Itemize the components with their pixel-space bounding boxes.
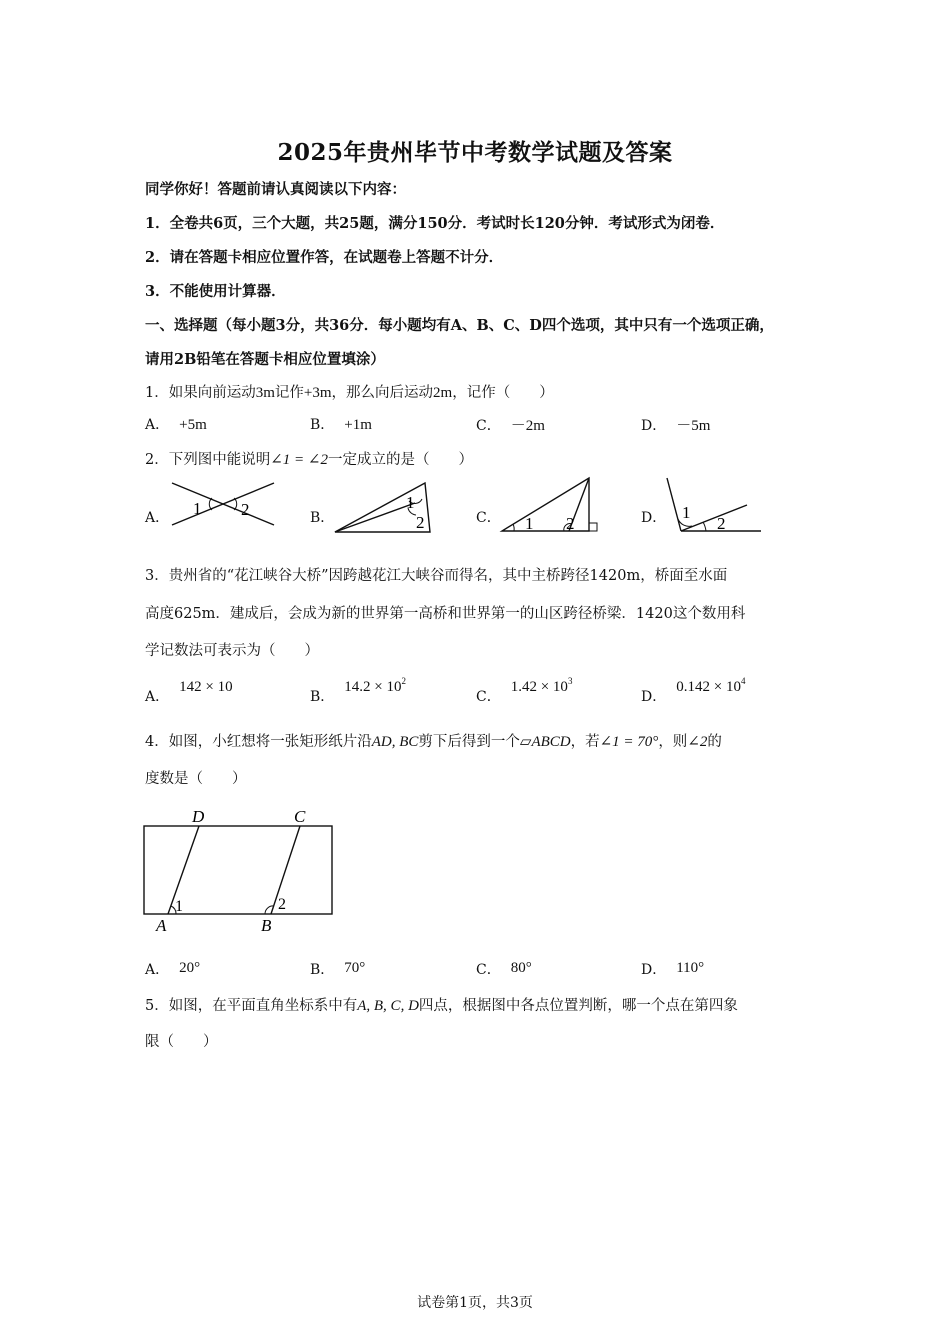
page-footer: 试卷第1页，共3页 bbox=[417, 1295, 533, 1311]
q2a-angle-2: 2 bbox=[241, 500, 250, 519]
q3-option-d: D．$0.142 \times 10^4$ bbox=[641, 676, 746, 705]
q4-option-d: D． 110° bbox=[641, 960, 705, 978]
q4-option-c: C． 80° bbox=[476, 960, 532, 978]
q2-stem: 2．下列图中能说明∠1 = ∠2一定成立的是（ ） bbox=[145, 452, 473, 468]
q3-option-b: B．$14.2 \times 10^2$ bbox=[310, 676, 407, 705]
q2b-angle-2: 2 bbox=[416, 513, 425, 532]
intro-note-2: 2．请在答题卡相应位置作答，在试题卷上答题不计分． bbox=[145, 249, 504, 266]
q4-stem-line-1: 4．如图，小红想将一张矩形纸片沿AD, BC剪下后得到一个▱ABCD，若∠1 = 70°，则∠2的 bbox=[145, 734, 722, 750]
q4-stem-line-2: 度数是（ ） bbox=[145, 771, 247, 787]
q1-option-b: B． +1m bbox=[310, 417, 372, 433]
section1-heading-line2: 请用2B铅笔在答题卡相应位置填涂） bbox=[145, 351, 385, 368]
section1-heading-line1: 一、选择题（每小题3分，共36分．每小题均有A、B、C、D四个选项，其中只有一个选项正确， bbox=[145, 317, 774, 334]
q2a-angle-1: 1 bbox=[193, 499, 202, 518]
intro-greeting: 同学你好！答题前请认真阅读以下内容： bbox=[145, 181, 406, 198]
q4-option-a: A． 20° bbox=[145, 960, 201, 978]
q2-option-b-label: B． bbox=[310, 510, 335, 526]
q5-stem-line-1: 5．如图，在平面直角坐标系中有A, B, C, D四点，根据图中各点位置判断，哪一个点在第四象 bbox=[145, 998, 738, 1014]
q2b-angle-1: 1 bbox=[406, 493, 415, 512]
q2-figure-b bbox=[330, 477, 435, 537]
q4-label-d: D bbox=[192, 807, 205, 826]
q4-angle-1: 1 bbox=[175, 898, 183, 915]
q2-option-c-label: C． bbox=[476, 510, 501, 526]
q2-figure-c bbox=[497, 474, 602, 536]
q2-option-a-label: A． bbox=[145, 510, 170, 526]
intro-note-3: 3．不能使用计算器． bbox=[145, 283, 286, 300]
q3-option-c: C．$1.42 \times 10^3$ bbox=[476, 676, 573, 705]
q3-line-3: 学记数法可表示为（ ） bbox=[145, 643, 319, 659]
q4-option-b: B． 70° bbox=[310, 960, 366, 978]
q4-figure bbox=[138, 800, 343, 940]
q5-stem-line-2: 限（ ） bbox=[145, 1034, 218, 1050]
page-title: 2025年贵州毕节中考数学试题及答案 bbox=[277, 139, 673, 166]
q3-line-1: 3．贵州省的“花江峡谷大桥”因跨越花江大峡谷而得名，其中主桥跨径1420m，桥面至水面 bbox=[145, 568, 728, 584]
q1-option-a: A． +5m bbox=[145, 417, 207, 433]
q4-label-c: C bbox=[294, 807, 306, 826]
q2d-angle-1: 1 bbox=[682, 503, 691, 522]
q4-label-a: A bbox=[156, 916, 167, 935]
intro-note-1: 1．全卷共6页，三个大题，共25题，满分150分．考试时长120分钟．考试形式为闭卷． bbox=[145, 215, 725, 232]
q2-figure-d bbox=[663, 474, 763, 536]
q3-line-2: 高度625m．建成后，会成为新的世界第一高桥和世界第一的山区跨径桥梁．1420这个数用科 bbox=[145, 606, 746, 622]
q1-option-d: D． －5m bbox=[641, 418, 711, 434]
q2-option-d-label: D． bbox=[641, 510, 667, 526]
q2c-angle-1: 1 bbox=[525, 514, 534, 533]
q3-option-a: A．142 × 10 bbox=[145, 679, 233, 705]
q2-figure-a bbox=[166, 477, 281, 533]
q1-option-c: C． －2m bbox=[476, 418, 545, 434]
q2c-angle-2: 2 bbox=[566, 514, 575, 533]
q2d-angle-2: 2 bbox=[717, 514, 726, 533]
q4-angle-2: 2 bbox=[278, 896, 286, 913]
q1-stem: 1．如果向前运动3m记作+3m，那么向后运动2m，记作（ ） bbox=[145, 385, 554, 401]
q4-label-b: B bbox=[261, 916, 272, 935]
